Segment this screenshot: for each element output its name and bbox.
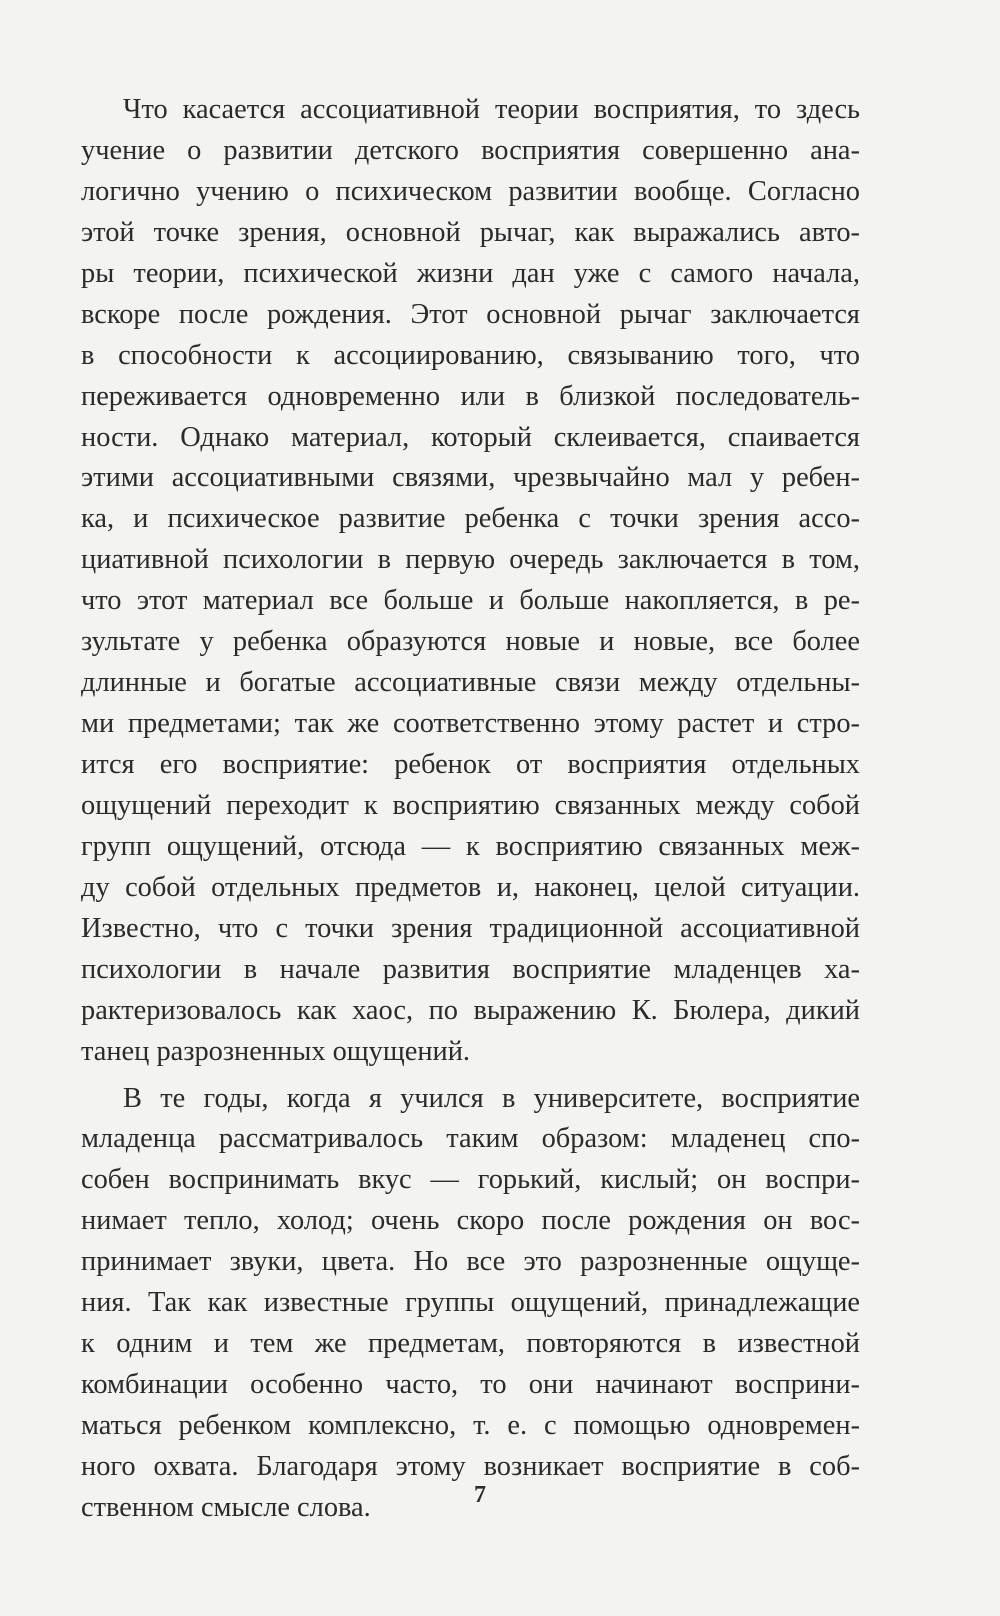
text-line: ры теории, психической жизни дан уже с самого начала, (81, 257, 860, 289)
text-line: ится его восприятие: ребенок от восприятия отдельных (81, 749, 860, 780)
text-line: в способности к ассоциированию, связыванию того, что (81, 339, 860, 371)
text-line: групп ощущений, отсюда — к восприятию связанных меж- (81, 830, 860, 862)
text-line: циативной психологии в первую очередь заключается в том, (81, 544, 860, 576)
text-line: длинные и богатые ассоциативные связи между отдельны- (81, 667, 860, 699)
paragraph-1 (81, 90, 860, 1073)
text-line: ного охвата. Благодаря этому возникает восприятие в соб- (81, 1450, 860, 1482)
text-line: ка, и психическое развитие ребенка с точки зрения ассо- (81, 503, 860, 535)
text-line: ми предметами; так же соответственно этому растет и стро- (81, 708, 860, 740)
text-line: этой точке зрения, основной рычаг, как выражались авто- (81, 216, 860, 248)
text-line: ду собой отдельных предметов и, наконец, целой ситуации. (81, 871, 860, 903)
text-line: комбинации особенно часто, то они начинают восприни- (81, 1369, 860, 1401)
text-line: В те годы, когда я учился в университете, восприятие (123, 1082, 860, 1114)
text-line: танец разрозненных ощущений. (81, 1035, 470, 1067)
text-line: ощущений переходит к восприятию связанных между собой (81, 789, 860, 821)
text-line: принимает звуки, цвета. Но все это разрозненные ощуще- (81, 1246, 860, 1278)
text-line: что этот материал все больше и больше накопляется, в ре- (81, 585, 860, 617)
text-line: вскоре после рождения. Этот основной рычаг заключается (81, 298, 860, 330)
text-line: ности. Однако материал, который склеивается, спаивается (81, 421, 860, 453)
text-line: логично учению о психическом развитии вообще. Согласно (81, 175, 860, 207)
text-line: Что касается ассоциативной теории восприятия, то здесь (123, 94, 860, 125)
text-line: Известно, что с точки зрения традиционной ассоциативной (81, 912, 860, 944)
page-number: 7 (474, 1482, 486, 1508)
text-line: ния. Так как известные группы ощущений, принадлежащие (81, 1287, 860, 1319)
text-line: психологии в начале развития восприятие младенцев ха- (81, 953, 860, 985)
text-line: этими ассоциативными связями, чрезвычайно мал у ребен- (81, 462, 860, 494)
text-line: рактеризовалось как хаос, по выражению К. Бюлера, дикий (81, 994, 860, 1026)
text-line: ственном смысле слова. (81, 1491, 371, 1523)
body-text (81, 90, 860, 1529)
text-line: маться ребенком комплексно, т. е. с помощью одновремен- (81, 1410, 860, 1441)
text-line: переживается одновременно или в близкой последователь- (81, 380, 860, 412)
text-line: учение о развитии детского восприятия совершенно ана- (81, 134, 860, 166)
text-line: собен воспринимать вкус — горький, кислый; он воспри- (81, 1164, 860, 1196)
text-line: нимает тепло, холод; очень скоро после рождения он вос- (81, 1205, 860, 1237)
paragraph-2 (81, 1079, 860, 1529)
text-line: младенца рассматривалось таким образом: младенец спо- (81, 1123, 860, 1155)
text-line: зультате у ребенка образуются новые и новые, все более (81, 626, 860, 658)
text-line: к одним и тем же предметам, повторяются в известной (81, 1328, 860, 1360)
